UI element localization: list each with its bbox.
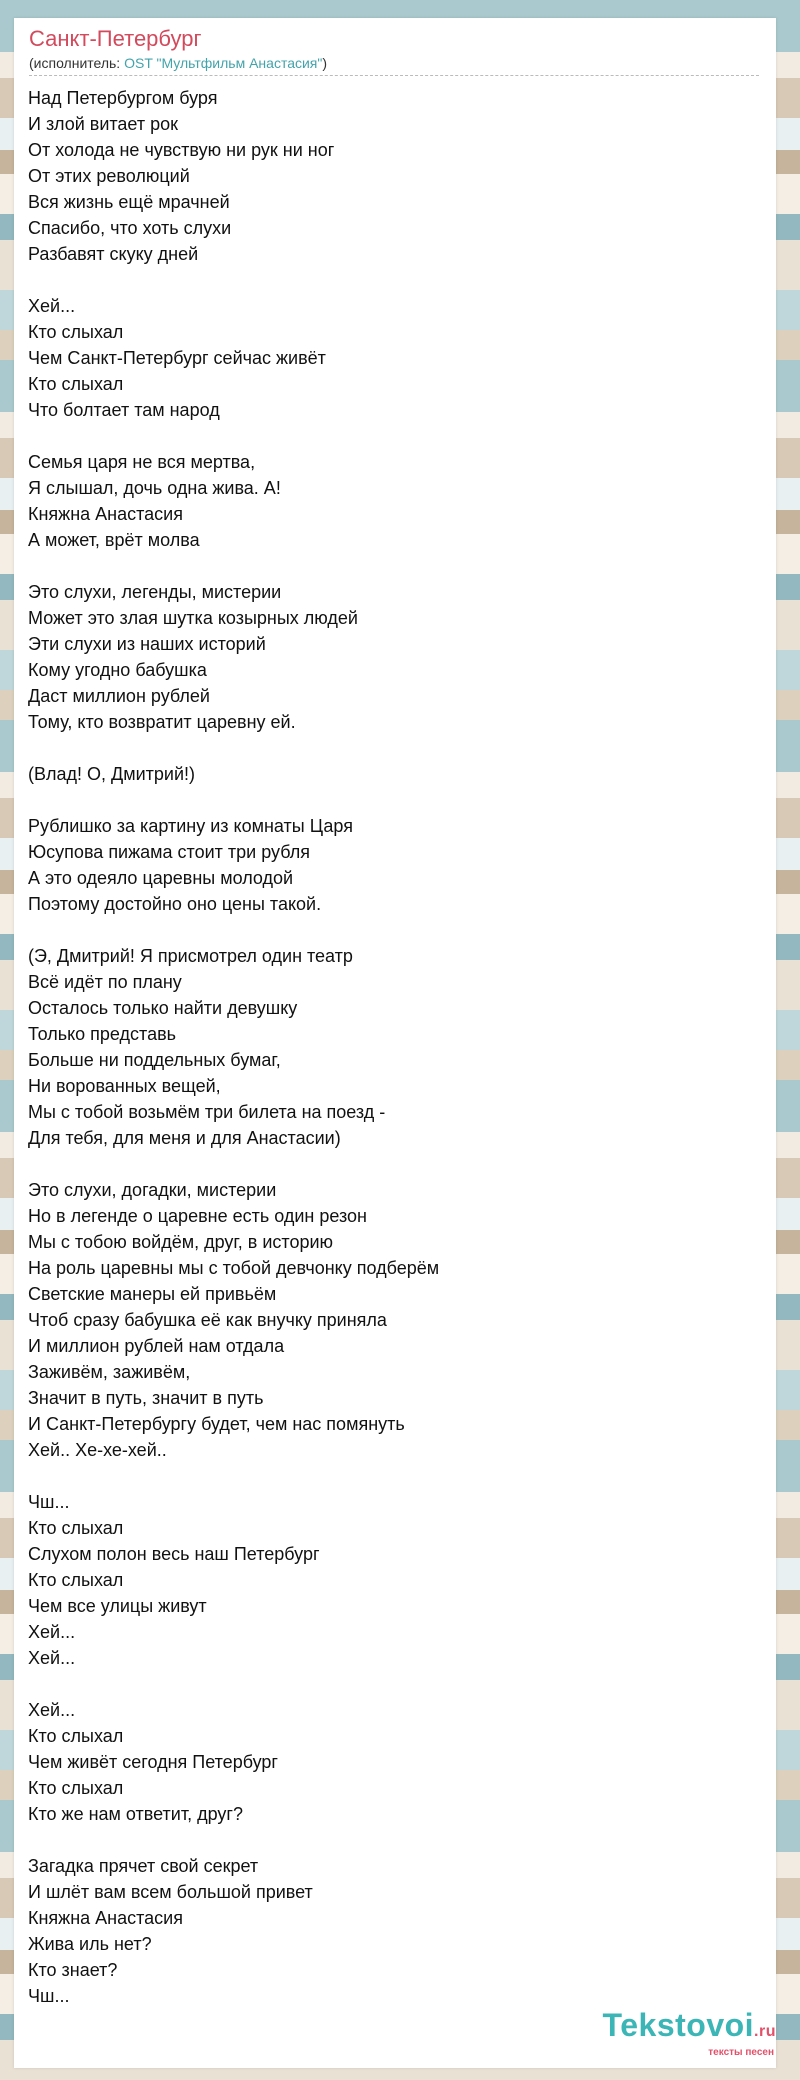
- lyrics-line: Чш...: [28, 1986, 70, 2006]
- lyrics-line: (Э, Дмитрий! Я присмотрел один театр: [28, 946, 353, 966]
- lyrics-blank-line: [28, 267, 748, 293]
- lyrics-blank-line: [28, 553, 748, 579]
- lyrics-line: На роль царевны мы с тобой девчонку подберём: [28, 1258, 440, 1278]
- lyrics-line: Что болтает там народ: [28, 400, 220, 420]
- lyrics-line: Жива иль нет?: [28, 1934, 152, 1954]
- lyrics-line: От холода не чувствую ни рук ни ног: [28, 140, 335, 160]
- lyrics-line: Кто слыхал: [28, 1778, 124, 1798]
- lyrics-blank-line: [28, 735, 748, 761]
- lyrics-line: И миллион рублей нам отдала: [28, 1336, 285, 1356]
- lyrics-line: Светские манеры ей привьём: [28, 1284, 277, 1304]
- lyrics-line: Хей.. Хе-хе-хей..: [28, 1440, 167, 1460]
- lyrics-line: Над Петербургом буря: [28, 88, 218, 108]
- lyrics-line: Разбавят скуку дней: [28, 244, 199, 264]
- lyrics-line: Кто знает?: [28, 1960, 118, 1980]
- lyrics-line: Мы с тобою войдём, друг, в историю: [28, 1232, 334, 1252]
- lyrics-line: Но в легенде о царевне есть один резон: [28, 1206, 367, 1226]
- lyrics-blank-line: [28, 423, 748, 449]
- lyrics-line: Кто слыхал: [28, 374, 124, 394]
- lyrics-line: Чем Санкт-Петербург сейчас живёт: [28, 348, 326, 368]
- lyrics-line: А это одеяло царевны молодой: [28, 868, 294, 888]
- lyrics-line: Кто слыхал: [28, 1518, 124, 1538]
- lyrics-line: Хей...: [28, 1622, 76, 1642]
- lyrics-line: Это слухи, догадки, мистерии: [28, 1180, 277, 1200]
- lyrics-line: Ни ворованных вещей,: [28, 1076, 221, 1096]
- lyrics-line: Хей...: [28, 1700, 76, 1720]
- lyrics-line: Семья царя не вся мертва,: [28, 452, 256, 472]
- lyrics-line: Чш...: [28, 1492, 70, 1512]
- lyrics-line: Кто же нам ответит, друг?: [28, 1804, 243, 1824]
- lyrics-line: Загадка прячет свой секрет: [28, 1856, 259, 1876]
- lyrics-line: Хей...: [28, 1648, 76, 1668]
- lyrics-line: Заживём, заживём,: [28, 1362, 191, 1382]
- lyrics-line: Чтоб сразу бабушка её как внучку приняла: [28, 1310, 387, 1330]
- lyrics-line: Спасибо, что хоть слухи: [28, 218, 232, 238]
- performer-prefix: (исполнитель:: [29, 55, 125, 71]
- lyrics-blank-line: [28, 1671, 748, 1697]
- lyrics-line: И Санкт-Петербургу будет, чем нас помянуть: [28, 1414, 405, 1434]
- logo-tagline: тексты песен: [708, 2047, 774, 2058]
- site-logo[interactable]: [603, 2008, 776, 2059]
- lyrics-line: Тому, кто возвратит царевну ей.: [28, 712, 296, 732]
- lyrics-line: Кто слыхал: [28, 1570, 124, 1590]
- lyrics-line: Кто слыхал: [28, 1726, 124, 1746]
- lyrics-line: Рублишко за картину из комнаты Царя: [28, 816, 353, 836]
- lyrics-line: Хей...: [28, 296, 76, 316]
- lyrics-blank-line: [28, 787, 748, 813]
- lyrics-line: Я слышал, дочь одна жива. А!: [28, 478, 281, 498]
- lyrics-line: Эти слухи из наших историй: [28, 634, 266, 654]
- lyrics-line: Больше ни поддельных бумаг,: [28, 1050, 281, 1070]
- lyrics-line: Вся жизнь ещё мрачней: [28, 192, 230, 212]
- lyrics-line: Может это злая шутка козырных людей: [28, 608, 358, 628]
- logo-wordmark: [603, 2008, 776, 2049]
- lyrics-text: [28, 85, 748, 2009]
- song-title: Санкт-Петербург: [29, 26, 202, 51]
- performer-suffix: ): [322, 55, 328, 71]
- lyrics-line: Всё идёт по плану: [28, 972, 182, 992]
- lyrics-blank-line: [28, 1827, 748, 1853]
- lyrics-line: Поэтому достойно оно цены такой.: [28, 894, 322, 914]
- lyrics-line: Осталось только найти девушку: [28, 998, 298, 1018]
- lyrics-line: Значит в путь, значит в путь: [28, 1388, 264, 1408]
- lyrics-line: (Влад! О, Дмитрий!): [28, 764, 196, 784]
- lyrics-line: Юсупова пижама стоит три рубля: [28, 842, 310, 862]
- lyrics-line: Только представь: [28, 1024, 177, 1044]
- lyrics-line: Княжна Анастасия: [28, 1908, 183, 1928]
- lyrics-line: От этих революций: [28, 166, 190, 186]
- lyrics-blank-line: [28, 917, 748, 943]
- performer-line: [29, 53, 759, 76]
- logo-tld: .ru: [754, 2023, 776, 2040]
- performer-link[interactable]: OST "Мультфильм Анастасия": [124, 55, 323, 71]
- lyrics-line: Чем все улицы живут: [28, 1596, 207, 1616]
- lyrics-line: И шлёт вам всем большой привет: [28, 1882, 313, 1902]
- lyrics-line: А может, врёт молва: [28, 530, 200, 550]
- lyrics-line: Кому угодно бабушка: [28, 660, 207, 680]
- lyrics-line: И злой витает рок: [28, 114, 178, 134]
- lyrics-line: Слухом полон весь наш Петербург: [28, 1544, 320, 1564]
- lyrics-line: Это слухи, легенды, мистерии: [28, 582, 282, 602]
- logo-name: Tekstovoi: [602, 2007, 755, 2043]
- lyrics-line: Мы с тобой возьмём три билета на поезд -: [28, 1102, 386, 1122]
- lyrics-line: Княжна Анастасия: [28, 504, 183, 524]
- lyrics-line: Кто слыхал: [28, 322, 124, 342]
- lyrics-line: Для тебя, для меня и для Анастасии): [28, 1128, 341, 1148]
- lyrics-line: Чем живёт сегодня Петербург: [28, 1752, 278, 1772]
- lyrics-line: Даст миллион рублей: [28, 686, 210, 706]
- lyrics-blank-line: [28, 1151, 748, 1177]
- lyrics-blank-line: [28, 1463, 748, 1489]
